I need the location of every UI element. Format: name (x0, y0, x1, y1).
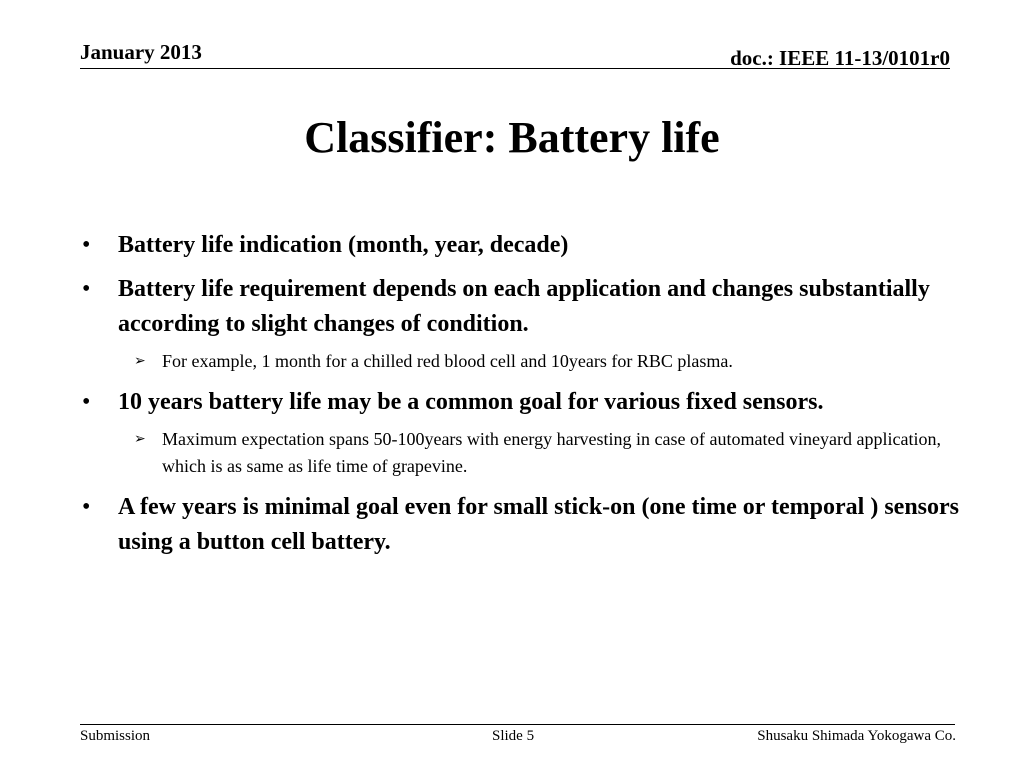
bullet-text: 10 years battery life may be a common goal for various fixed sensors. (118, 389, 824, 415)
bullet-dot-icon: • (82, 276, 91, 302)
bullet-dot-icon: • (82, 494, 91, 520)
bullet-text: Battery life indication (month, year, decade) (118, 232, 569, 258)
sub-bullet-text: For example, 1 month for a chilled red blood cell and 10years for RBC plasma. (162, 351, 733, 371)
slide-title: Classifier: Battery life (304, 113, 720, 162)
sub-bullet-item (80, 348, 970, 375)
bullet-text: Battery life requirement depends on each application and changes substantially according to slight changes of condition. (118, 276, 930, 337)
arrow-bullet-icon: ➢ (134, 432, 146, 447)
footer-slide-number: Slide 5 (492, 728, 535, 744)
header-doc-id: doc.: IEEE 11-13/0101r0 (730, 46, 950, 70)
arrow-bullet-icon: ➢ (134, 354, 146, 369)
footer-author: Shusaku Shimada Yokogawa Co. (757, 728, 956, 744)
footer-submission: Submission (80, 728, 151, 744)
footer-divider (80, 724, 955, 725)
bullet-dot-icon: • (82, 389, 91, 415)
sub-bullet-text: Maximum expectation spans 50-100years with energy harvesting in case of automated vineyard application, which is as same as life time of grapevine. (162, 429, 941, 476)
bullet-item (80, 490, 970, 560)
header-date: January 2013 (80, 40, 202, 64)
header-divider (80, 68, 950, 69)
bullet-item (80, 385, 970, 420)
bullet-dot-icon: • (82, 232, 91, 258)
bullet-text: A few years is minimal goal even for small stick-on (one time or temporal ) sensors using a button cell battery. (118, 494, 959, 555)
bullet-item (80, 272, 970, 342)
bullet-list (80, 228, 970, 560)
sub-bullet-item (80, 426, 970, 480)
bullet-item (80, 228, 970, 263)
